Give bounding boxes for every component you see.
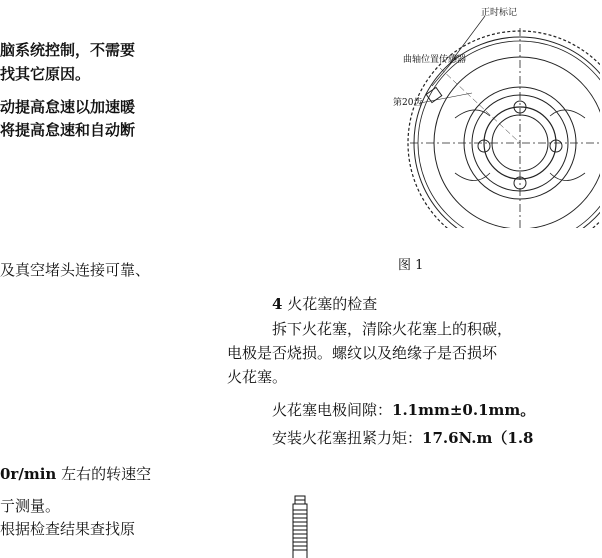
label-timing-mark: 正时标记 bbox=[481, 8, 518, 18]
speed-rest: 左右的转速空 bbox=[56, 465, 152, 483]
gap-spec-line bbox=[272, 400, 535, 420]
torque-spec-line bbox=[272, 428, 534, 448]
speed-value: 0r/min bbox=[0, 465, 57, 483]
figure-caption: 图 1 bbox=[398, 258, 424, 273]
section-number: 4 bbox=[272, 295, 283, 313]
para-line-3: 火花塞。 bbox=[227, 368, 288, 386]
gap-label: 火花塞电极间隙： bbox=[272, 401, 393, 419]
left-text-line-2: 找其它原因。 bbox=[0, 65, 91, 83]
left-vacuum-line: 及真空堵头连接可靠、 bbox=[0, 261, 151, 279]
torque-value: 17.6N.m（1.8 bbox=[422, 429, 534, 447]
left-speed-line bbox=[0, 464, 151, 484]
gap-value: 1.1mm±0.1mm。 bbox=[392, 401, 536, 419]
left-text-line-4: 将提高怠速和自动断 bbox=[0, 121, 136, 139]
para-line-1: 拆下火花塞，清除火花塞上的积碳， bbox=[272, 320, 513, 338]
section-title: 火花塞的检查 bbox=[287, 295, 378, 313]
section-heading bbox=[272, 294, 377, 314]
para-line-2: 电极是否烧损。螺纹以及绝缘子是否损坏 bbox=[227, 344, 498, 362]
torque-label: 安装火花塞扭紧力矩： bbox=[272, 429, 423, 447]
left-text-line-3: 动提高怠速以加速暖 bbox=[0, 98, 136, 116]
left-cause-line: 根据检查结果查找原 bbox=[0, 520, 136, 538]
trigger-wheel-figure bbox=[380, 8, 600, 228]
left-text-line-1: 脑系统控制，不需要 bbox=[0, 41, 136, 59]
label-tooth-20: 第20齿 bbox=[393, 98, 423, 108]
spark-plug-illustration bbox=[288, 494, 312, 558]
left-measure-line: 亍测量。 bbox=[0, 497, 61, 515]
label-crank-sensor: 曲轴位置传感器 bbox=[403, 55, 467, 65]
